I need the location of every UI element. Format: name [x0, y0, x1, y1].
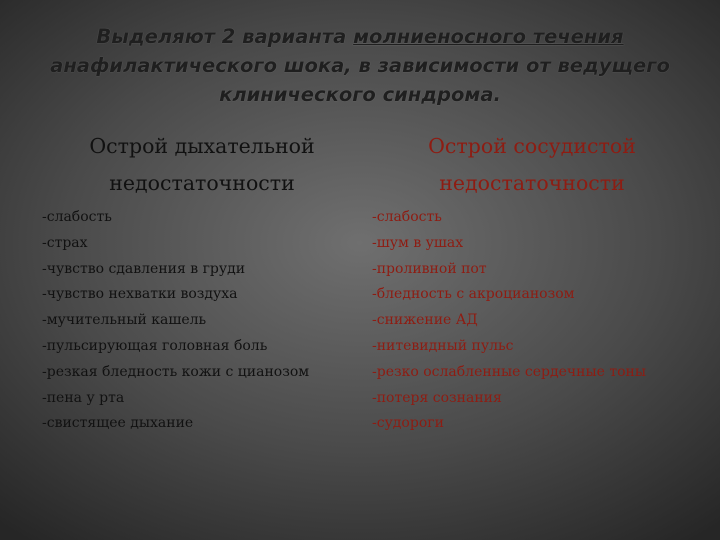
- title-part1: Выделяют 2 варианта: [96, 25, 354, 48]
- list-item: -шум в ушах: [372, 234, 464, 251]
- title-underlined: молниеносного течения: [353, 25, 624, 48]
- right-heading-line1: Острой сосудистой: [428, 134, 636, 158]
- slide-title: [20, 22, 700, 109]
- left-heading-line1: Острой дыхательной: [89, 134, 315, 158]
- list-item: -проливной пот: [372, 260, 487, 277]
- list-item: -бледность с акроцианозом: [372, 286, 575, 303]
- list-item: -снижение АД: [372, 312, 478, 329]
- left-column: [42, 128, 362, 437]
- list-item: -слабость: [42, 209, 112, 225]
- title-part2: анафилактического шока, в зависимости от ведущего клинического синдрома.: [50, 54, 670, 106]
- right-heading: [372, 128, 692, 202]
- right-column: [372, 128, 692, 437]
- list-item: -резко ослабленные сердечные тоны: [372, 363, 647, 380]
- list-item: -нитевидный пульс: [372, 337, 514, 354]
- left-heading-line2: недостаточности: [109, 171, 295, 195]
- left-symptom-list: [42, 205, 362, 437]
- list-item: -пульсирующая головная боль: [42, 337, 268, 354]
- list-item: -резкая бледность кожи с цианозом: [42, 363, 310, 380]
- list-item: -чувство нехватки воздуха: [42, 286, 238, 303]
- list-item: -мучительный кашель: [42, 312, 207, 329]
- list-item: -чувство сдавления в груди: [42, 260, 246, 277]
- list-item: -свистящее дыхание: [42, 415, 194, 432]
- list-item: -пена у рта: [42, 389, 125, 406]
- list-item: -страх: [42, 234, 88, 251]
- right-symptom-list: [372, 205, 692, 437]
- list-item: -потеря сознания: [372, 389, 502, 406]
- right-heading-line2: недостаточности: [439, 171, 625, 195]
- list-item: -слабость: [372, 209, 442, 225]
- list-item: -судороги: [372, 415, 444, 432]
- left-heading: [42, 128, 362, 202]
